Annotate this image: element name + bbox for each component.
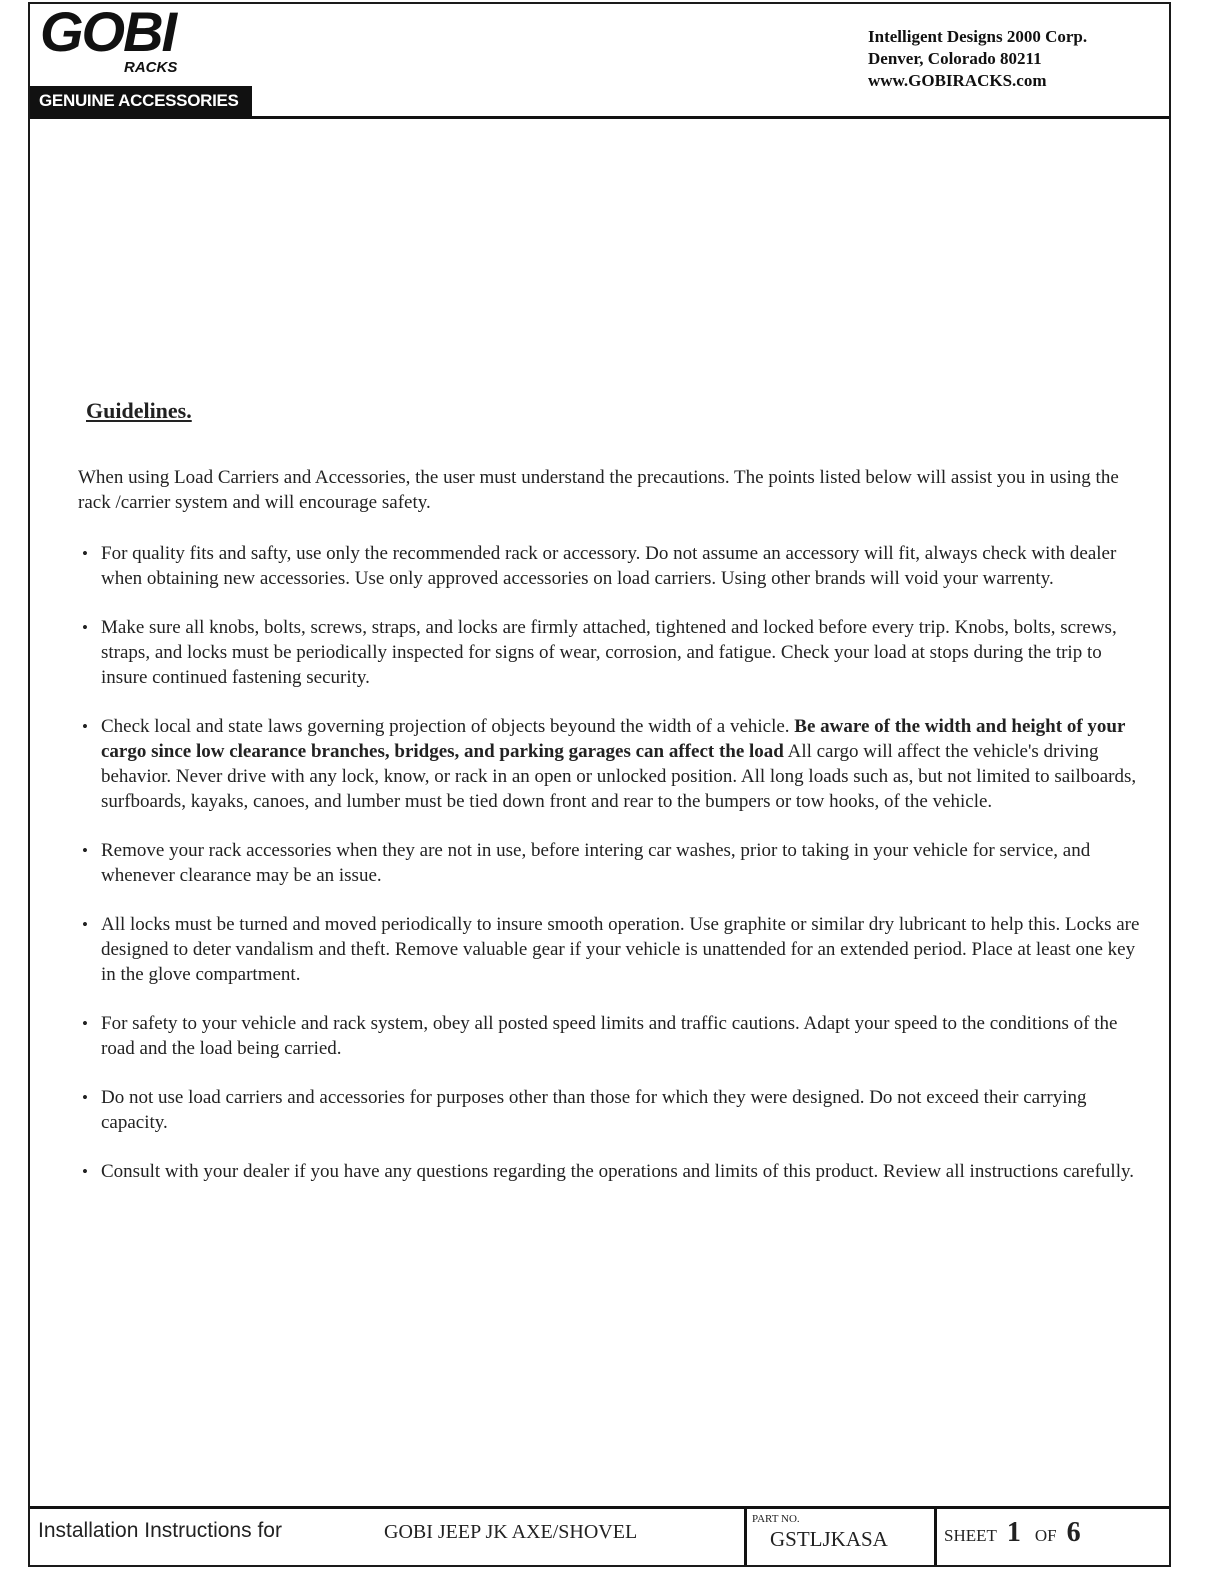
guidelines-heading: Guidelines. <box>86 398 192 423</box>
sheet-number: 1 <box>1006 1517 1021 1548</box>
list-item: • Make sure all knobs, bolts, screws, straps, and locks are firmly attached, tightened and locked before every trip. Knobs, bolts, screws, straps, and locks must be periodically inspected for signs of wear, corrosion, and fatigue. Check your load at stops during the trip to insure continued fastening security. <box>80 615 1140 690</box>
company-name: Intelligent Designs 2000 Corp. <box>868 27 1088 46</box>
company-city: Denver, Colorado 80211 <box>868 49 1042 68</box>
list-item: • All locks must be turned and moved periodically to insure smooth operation. Use graphite or similar dry lubricant to help this. Locks are designed to deter vandalism and theft. Remove valuable gear if your vehicle is unattended for an extended period. Place at least one key in the glove compartment. <box>80 912 1140 987</box>
list-item-text: Check local and state laws governing projection of objects beyound the width of a vehicle. <box>101 716 795 737</box>
company-website: www.GOBIRACKS.com <box>868 71 1047 90</box>
footer-divider-part <box>744 1509 747 1565</box>
part-number: GSTLJKASA <box>770 1527 888 1551</box>
title-block <box>30 1509 1169 1565</box>
footer-label: Installation Instructions for <box>38 1519 282 1542</box>
of-label: OF <box>1034 1526 1057 1545</box>
part-number-label: PART NO. <box>752 1513 800 1525</box>
list-item: • For safety to your vehicle and rack system, obey all posted speed limits and traffic cautions. Adapt your speed to the conditions of the road and the load being carried. <box>80 1011 1140 1061</box>
header-divider <box>30 116 1169 119</box>
company-address <box>868 26 1087 92</box>
intro-paragraph: When using Load Carriers and Accessories, the user must understand the precautions. The points listed below will assist you in using the rack /carrier system and will encourage safety. <box>78 467 1119 513</box>
list-item: • Do not use load carriers and accessories for purposes other than those for which they were designed. Do not exceed their carrying capacity. <box>80 1085 1140 1135</box>
document-page <box>28 2 1171 1567</box>
footer-divider-sheet <box>934 1509 937 1565</box>
genuine-accessories-banner: GENUINE ACCESSORIES <box>30 86 252 116</box>
list-item <box>80 714 1140 814</box>
sheet-total: 6 <box>1066 1517 1081 1548</box>
sheet-counter <box>944 1517 1095 1549</box>
list-item: • Remove your rack accessories when they are not in use, before intering car washes, prior to taking in your vehicle for service, and whenever clearance may be an issue. <box>80 838 1140 888</box>
list-item: • For quality fits and safty, use only the recommended rack or accessory. Do not assume an accessory will fit, always check with dealer when obtaining new accessories. Use only approved accessories on load carriers. Using other brands will void your warrenty. <box>80 541 1140 591</box>
guidelines-list <box>80 541 1140 1208</box>
gobi-logo: GOBI <box>40 0 176 63</box>
list-item-text: All cargo will affect the vehicle's driving behavior. Never drive with any lock, know, or rack in an open or unlocked position. All long loads such as, but not limited to sailboards, surfboards, kayaks, canoes, and lumber must be tied down front and rear to the bumpers or tow hooks, of the vehicle. <box>101 741 1137 812</box>
product-name: GOBI JEEP JK AXE/SHOVEL <box>384 1521 638 1543</box>
list-item-bold-warning: Be aware of the width and height of your cargo since low clearance branches, bridges, and parking garages can affect the load <box>101 716 1126 762</box>
sheet-label: SHEET <box>944 1526 997 1545</box>
list-item: • Consult with your dealer if you have any questions regarding the operations and limits of this product. Review all instructions carefully. <box>80 1159 1140 1184</box>
racks-logo-subtitle: RACKS <box>124 59 178 76</box>
